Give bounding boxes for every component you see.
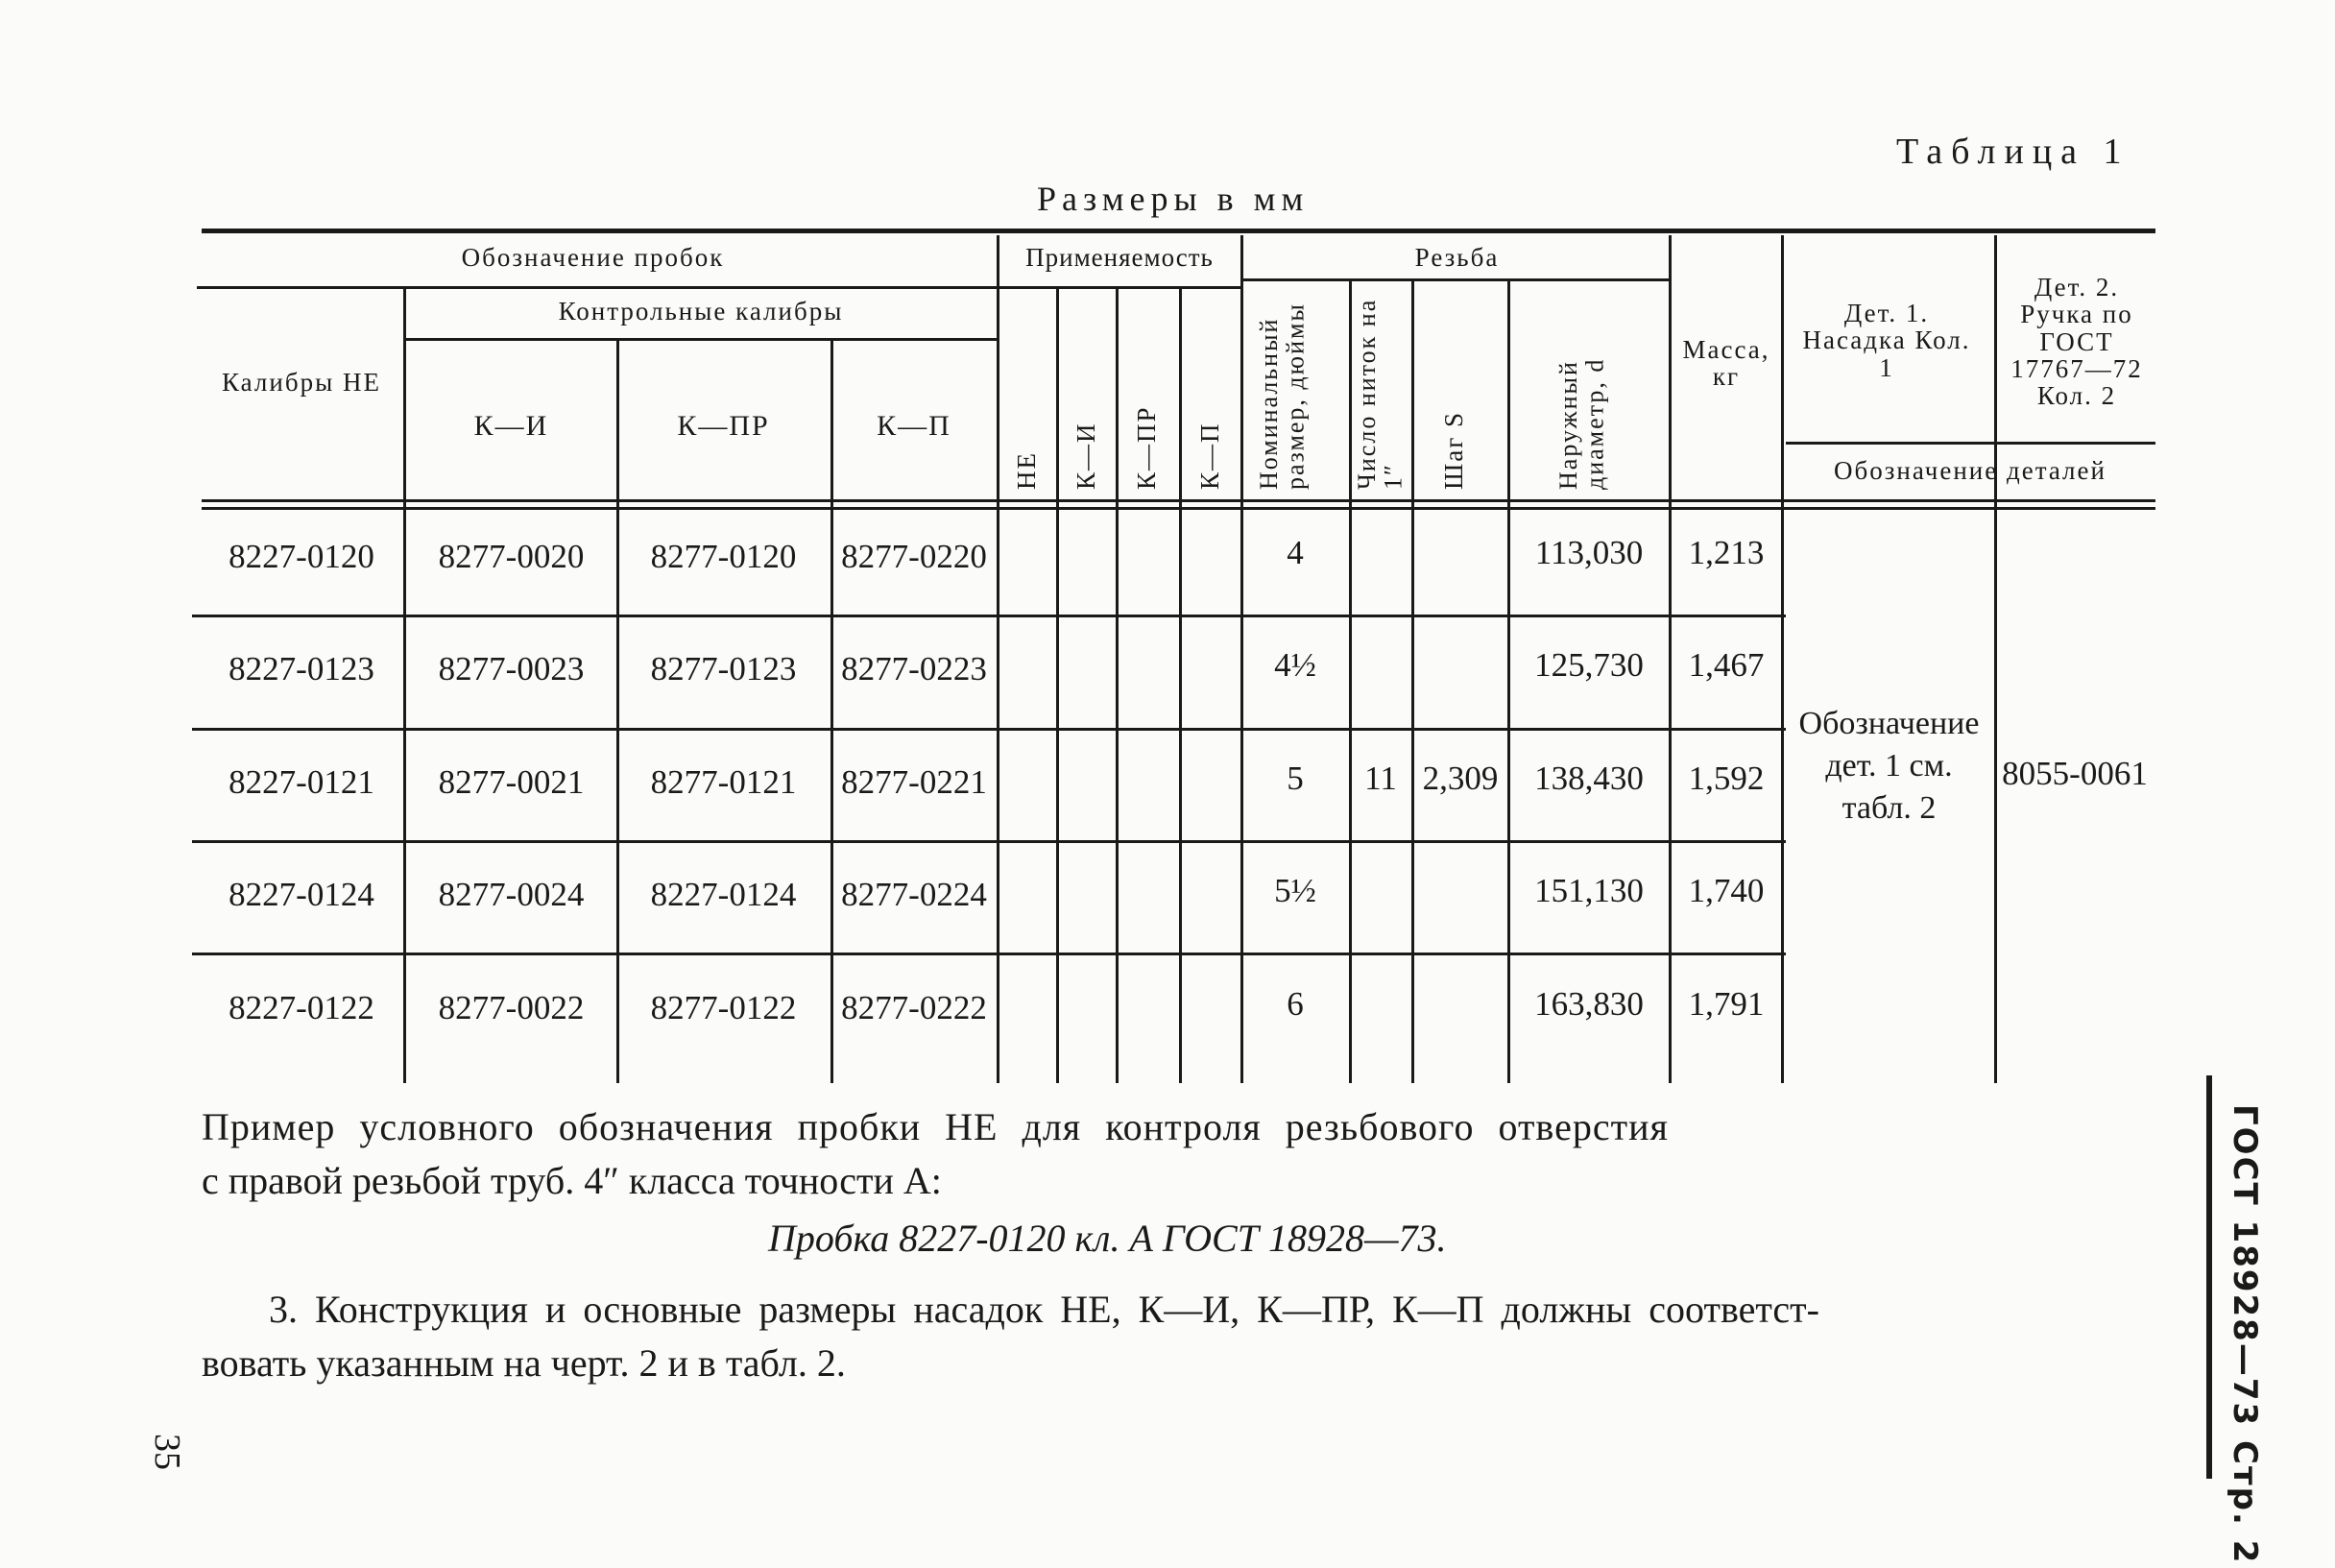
page-number: 35 xyxy=(147,1434,187,1470)
example-line-1: Пример условного обозначения пробки НЕ для контроля резьбового отверстия xyxy=(202,1105,1669,1148)
header-applicability: Применяемость xyxy=(1025,243,1214,272)
header-outer-diameter: Наружный диаметр, d xyxy=(1554,357,1609,490)
header-app-k-pr: К—ПР xyxy=(1132,405,1161,490)
header-app-k-p: К—П xyxy=(1195,422,1224,490)
table-cell: 8277-0122 xyxy=(650,989,797,1026)
header-designation: Обозначение пробок xyxy=(461,243,725,272)
header-det2: Дет. 2. Ручка по ГОСТ 17767—72 Кол. 2 xyxy=(2010,273,2143,411)
table-caption: Таблица 1 xyxy=(1896,132,2130,172)
clause-3-line-1: 3. Конструкция и основные размеры насадок НЕ, К—И, К—ПР, К—П должны соответст- xyxy=(269,1288,1819,1331)
table-cell: 8277-0020 xyxy=(438,538,585,575)
table-cell: 8277-0021 xyxy=(438,763,585,801)
side-label: ГОСТ 18928—73 Стр. 2 xyxy=(2226,1104,2264,1565)
header-threads-per-inch: Число ниток на 1″ xyxy=(1353,298,1408,490)
example-line-2: с правой резьбой труб. 4″ класса точности А: xyxy=(202,1159,942,1202)
table-cell: 151,130 xyxy=(1534,872,1644,909)
table-cell: 8277-0022 xyxy=(438,989,585,1026)
table-cell: 8277-0024 xyxy=(438,876,585,913)
header-pitch: Шаг S xyxy=(1439,410,1468,490)
header-k-p: К—П xyxy=(877,410,951,442)
header-parts-designation: Обозначение деталей xyxy=(1834,456,2106,485)
table-cell: 6 xyxy=(1287,985,1304,1023)
merged-det1: Обозначение дет. 1 см. табл. 2 xyxy=(1798,706,1980,826)
table-cell: 8277-0220 xyxy=(841,538,987,575)
table-cell: 4½ xyxy=(1274,646,1316,684)
table-cell: 1,213 xyxy=(1688,534,1765,571)
table-cell: 8277-0123 xyxy=(650,650,797,688)
table-cell: 8227-0120 xyxy=(229,538,374,575)
header-k-pr: К—ПР xyxy=(677,410,770,442)
merged-det2: 8055-0061 xyxy=(2002,755,2148,792)
table-cell: 5½ xyxy=(1274,872,1316,909)
header-calibers-ne: Калибры НЕ xyxy=(222,368,381,397)
table-cell: 8277-0224 xyxy=(841,876,987,913)
header-app-k-i: К—И xyxy=(1071,422,1100,490)
header-k-i: К—И xyxy=(473,410,549,442)
table-cell: 8227-0121 xyxy=(229,763,374,801)
table-cell: 8277-0023 xyxy=(438,650,585,688)
header-thread: Резьба xyxy=(1414,243,1500,272)
table-cell: 4 xyxy=(1287,534,1304,571)
header-nominal: Номинальный размер, дюймы xyxy=(1255,302,1310,490)
header-mass: Масса, кг xyxy=(1682,335,1770,392)
table-cell: 8277-0120 xyxy=(650,538,797,575)
header-det1: Дет. 1. Насадка Кол. 1 xyxy=(1802,299,1971,382)
table-cell: 1,592 xyxy=(1688,760,1765,797)
table-cell: 8277-0223 xyxy=(841,650,987,688)
table-cell: 1,467 xyxy=(1688,646,1765,684)
units-note: Размеры в мм xyxy=(1037,180,1310,218)
table-cell: 8227-0122 xyxy=(229,989,374,1026)
table-cell: 163,830 xyxy=(1534,985,1644,1023)
table-cell: 113,030 xyxy=(1534,534,1644,571)
table-cell: 1,791 xyxy=(1688,985,1765,1023)
table-cell: 5 xyxy=(1287,760,1304,797)
table-cell: 8227-0124 xyxy=(650,876,797,913)
table-cell: 125,730 xyxy=(1534,646,1644,684)
table-cell: 8277-0222 xyxy=(841,989,987,1026)
merged-threads-per-inch: 11 xyxy=(1364,760,1397,797)
merged-pitch: 2,309 xyxy=(1422,760,1499,797)
table-cell: 8227-0124 xyxy=(229,876,374,913)
table-cell: 8277-0221 xyxy=(841,763,987,801)
header-control-calibers: Контрольные калибры xyxy=(558,297,844,326)
header-app-ne: НЕ xyxy=(1012,451,1041,490)
table-cell: 8277-0121 xyxy=(650,763,797,801)
table-cell: 8227-0123 xyxy=(229,650,374,688)
side-rule xyxy=(2206,1075,2212,1479)
example-designation: Пробка 8227-0120 кл. А ГОСТ 18928—73. xyxy=(768,1217,1447,1260)
clause-3-line-2: вовать указанным на черт. 2 и в табл. 2. xyxy=(202,1341,846,1385)
table-cell: 1,740 xyxy=(1688,872,1765,909)
table-cell: 138,430 xyxy=(1534,760,1644,797)
